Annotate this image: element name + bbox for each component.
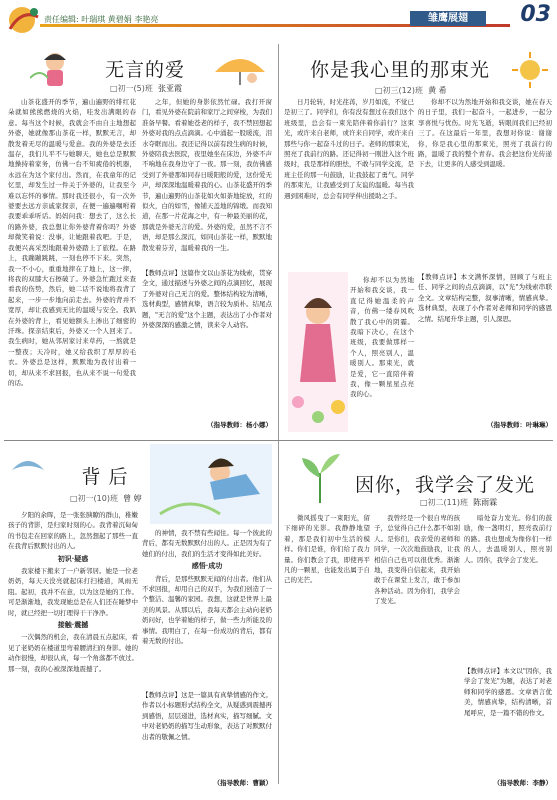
editors-line: 责任编辑: 叶瑞琪 黄碧娟 李艳亮 [44,15,159,24]
section-name: 雏鹰展翅 [410,11,486,26]
paragraph: 我家楼下搬来了一户新邻居。她是一位老奶奶，每天天没亮就起床打扫楼道，风雨无阻。起初，我并不在意，以为这是她的工作。可是渐渐地，我发现她总是在人们还在睡梦中时，就已经把一切打理得干干净净。 [8,567,138,617]
teacher-comment [142,690,272,776]
article-title: 因你，我学会了发光 [354,474,535,496]
paragraph: 背后，是那些默默无闻的付出者。他们从不求回报，却用自己的双手，为我们创造了一个整洁、温馨的家园。我想，这就是世界上最美的风景。从那以后，我每天都会主动向老奶奶问好，也学着她的样子，做一些力所能及的事情。我明白了，在每一份成功的背后，都有着无数的付出。 [142,574,272,646]
teacher-comment [142,268,272,418]
author-name: 张亚霞 [158,84,182,93]
article-text-col3: 暗处奋力发光。你们的鼓励，像一盏明灯，照亮我前行的路。我也想成为像你们一样的人，去温暖别人，照亮别人。因你，我学会了发光。 [464,514,552,564]
class-label: 初三(12)班 [382,86,423,95]
comment-text: 【教师点评】这篇作文以山茶花为线索，贯穿全文，通过描述与外婆之间的点滴回忆，展现了外婆对自己无言的爱。整体结构较为清晰，选材典型，感情真挚，语言较为质朴。结尾点题，"无言的爱"这个主题，表达出了小作者对外婆深深的感激之情，读来令人动容。 [142,269,272,330]
comment-text: 【教师点评】本文满怀深情，回顾了与班主任、同学之间的点点滴滴，以"光"为线索串联全文。文章结构完整，叙事清晰，情感真挚。选材典型，表现了小作者对老师和同学的感恩之情。结尾升华主题，引人深思。 [418,273,552,323]
article-text-col1: 山茶花盛开的季节，遍山遍野的绯红花朵就如熊熊燃烧的火焰，哇发出满眼的春意。每当这个时候，我就会不由自主地想起外婆，她就像那山茶花一样，默默无言，却散发着无尽的温暖与爱意。我的外婆是去还温存，我们儿平不与她聊天，她也总是默默地操持着家务，仿佛一台不知疲倦的机器，永远在为这个家付出。然而，在我童年的记忆里，却发生过一件关于外婆的，让我至今难以忘怀的事情。那时我还很小，有一次外婆要去远方亲戚家探亲，在便一遍遍嘱咐着我要乖乖听话。妈妈问我：想去了，这么长的路外婆，我总想让你外婆背着你吗？外婆却微笑着说：没事，让她跟着我吧。于是，我便兴高采烈地跟着外婆踏上了旅程。在路上，我蹦蹦跳跳，一刻也停不下来。突然，我一不小心，重重地摔在了地上，这一摔，将我的双膝大石擦破了。外婆急忙跑过来查看我的伤势，然后，她二话不说地将我背了起来，一步一步地向前走去。外婆的背并不宽厚，却让我感到无比的温暖与安全。我趴在外婆的背上，看见她额头上渗出了细密的汗珠。探亲结束后，外婆又一个人回来了。我生病时，她从邻居家讨来草药，一熬就是一整夜；天冷时，她又给我织了厚厚的毛衣。外婆总是这样，默默地为我付出着一切，却从来不求回报，也从来不说一句爱我的话。 [8,98,136,387]
class-label: 初二(11)班 [427,498,468,507]
article-text-col1: 日月轮转，时光荏苒，岁月如流，不觉已是初三了。同学们，你有没有想过在我们这个班级里，总会有一束光陪伴着你前行？这束光，或许来自老师，或许来自同学，或许来自那些与你一起奋斗过的日子。老师的那束光，照亮了我前行的路。还记得初一刚进入这个班级时，我是那样的胆怯，不敢与同学交流，是班主任的那一句鼓励，让我鼓起了勇气。同学的那束光，让我感受到了友谊的温暖。每当我遇到困难时，总会有同学伸出援助之手。 [284,98,414,200]
row-divider [4,440,553,441]
author-name: 陈雨霖 [473,498,498,507]
article-title: 背 后 [81,466,129,488]
article-text-col1 [8,510,138,790]
teacher-name: （指导教师：李静） [493,779,552,787]
comment-text: 【教师点评】本文以"因你，我学会了发光"为题，表达了对老师和同学的感恩。文章语言优美，情感真挚，结构清晰，首尾呼应，是一篇不错的作文。 [464,667,552,717]
comment-text: 【教师点评】这是一篇具有真挚情感的作文。作者以小标题形式结构全文，从疑惑到震撼再到感悟，层层递进，选材真实，描写细腻。文中对老奶奶的描写生动形象，表达了对默默付出者的敬佩之情。 [142,691,272,741]
subheading: 初识·疑惑 [57,553,89,563]
girl-flowers-illustration-icon [288,272,348,432]
author-name: 黄 希 [428,86,447,95]
teacher-name: （指导教师：曹颖） [213,779,272,787]
paragraph: 的神情，我不禁有些闻住。每一个彼此的背后，都有无数默默付出的人。正是因为有了她们的付出，我们的生活才变得如此美好。 [142,529,272,558]
class-label: 初一(10)班 [77,494,118,503]
boy-umbrella-icon [210,52,270,86]
byline: □初三(12)班 黄 希 [375,86,447,95]
class-label: 初一(5)班 [117,84,153,93]
byline: □初一(10)班 曾 婷 [70,494,142,503]
article-text-col2: 我曾经是一个很自卑的孩子，总觉得自己什么都不如别人。是你们，我亲爱的老师和同学，一次次地鼓励我，让我相信自己也可以很优秀。渐渐地，我变得自信起来，我开始敢于在课堂上发言，敢于参加各种活动。因为你们，我学会了发光。 [374,514,460,606]
article-text-col3: 你却不以为然地开始和我交谈，她在春天的日子里，我们一起奋斗，一起进步，一起分享喜悦与忧伤。时光飞逝，转眼间我们已经初三了。在这最后一年里，我想对你说：谢谢你，你是我心里的那束光，照亮了我前行的路，温暖了我的整个青春。我会把这份光传递下去，让更多的人感受到温暖。 [418,98,552,169]
teacher-comment [418,272,552,417]
subheading: 接触·震撼 [57,620,89,630]
paragraph: 夕阳的余晖，是一张张胰瞭的群山，稚嫩孩子的背影，是归家时刻的心。我背着沉甸甸的书包走在回家的路上，忽然想起了那些一直在我背后默默付出的人。 [8,511,138,551]
article-text-col2: 之年，但她的身影依然忙碌。我打开窗门，看见外婆在院前和家厅之间穿梭，为我们准备早餐。看着她苍老的样子，我不禁回想起外婆对我的点点滴滴。心中涌起一股暖流，泪水夺眶而出。我还记得以前有段生病的时候，外婆陪我去医院，夜里她坐在床边，外婆不声不响地在我身边守了一夜。那一刻，我仿佛感受到了外婆那如同春日暖阳般的爱，这份爱无声，却深深地温暖着我的心。山茶花盛开的季节，遍山遍野的山茶花如火如荼地绽放，红的似火，白的如雪，像铺天盖地的锦缎。而我知道，在那一片花海之中，有一种最美丽的花，那就是外婆无言的爱。外婆的爱，虽然不言不语，却是那么深沉，如同山茶花一样，默默地散发着芬芳，温暖着我的一生。 [142,98,272,252]
sprout-icon [290,448,350,508]
logo-icon [4,3,44,37]
author-name: 曾 婷 [123,494,142,503]
teacher-comment [464,666,552,778]
bird-icon [8,446,48,486]
subheading: 感悟·成功 [191,561,223,571]
page-number: 03 [520,2,551,27]
sun-icon [510,50,550,90]
paragraph: 一次偶然的机会，我在清晨五点起床，看见了老奶奶在楼道里弯着腰清扫的身影。她的动作很慢，却很认真，每一个角落都不放过。那一刻，我的心被深深地震撼了。 [8,633,138,673]
byline: □初一(5)班 张亚霞 [110,84,182,93]
byline: □初二(11)班 陈雨霖 [420,498,498,507]
teacher-name: （指导教师：杨小娜） [207,421,272,429]
column-divider [278,44,279,784]
girl-flying-illustration-icon [150,444,272,524]
article-title: 你是我心里的那束光 [309,59,490,81]
article-text-col2: 你却不以为然地开始和我交谈，我一直记得她温柔的声音，仿佛一缕春风吹散了我心中的阴霾。我暗下决心，在这个班级，我要做那样一个人，照亮别人，温暖别人。那束光，就是爱，它一直陪伴着我，像一颗星星点亮我的心。 [350,276,414,399]
article-text-col1: 微风摇曳了一束阳光，留下细碎的光影。我静静地望着，那是我们初中生活的模样。你们是谁，你们给了我力量。你们教会了我，即使再平凡的一颗星，也能发出属于自己的光芒。 [284,514,370,585]
teacher-name: （指导教师：叶琳琳） [487,421,552,429]
page-header [0,0,557,40]
girl-illustration-icon [30,48,80,88]
article-text-col2 [142,528,272,686]
article-title: 无言的爱 [104,59,185,81]
